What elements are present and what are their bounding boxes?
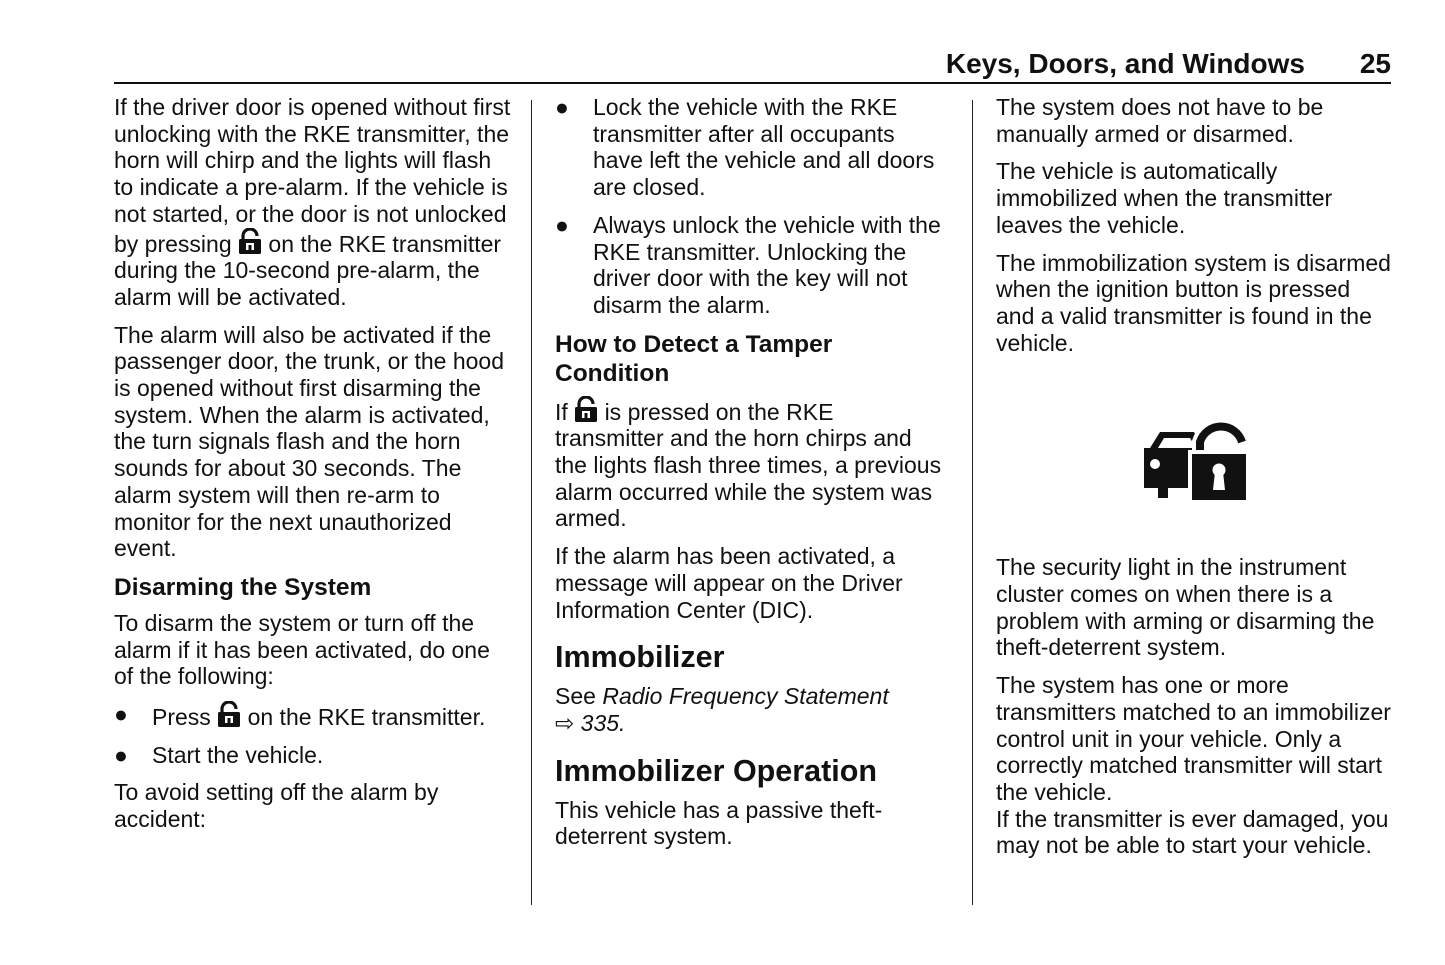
list-item: ● Start the vehicle. [114,741,324,768]
column-divider [972,100,973,905]
unlock-icon [217,701,241,727]
list-item: ● Always unlock the vehicle with the RKE transmitter. Unlocking the driver door with the key will not disarm the alarm. [555,211,941,318]
paragraph: The system has one or more transmitters matched to an immobilizer control unit in your vehicle. Only a correctly matched transmitter will start the vehicle. [996,672,1391,805]
paragraph: To avoid setting off the alarm by accident: [114,779,439,833]
reference-title[interactable]: Radio Frequency Statement [602,683,889,710]
paragraph: If the transmitter is ever damaged, you may not be able to start your vehicle. [996,805,1389,859]
paragraph: The immobilization system is disarmed when the ignition button is pressed and a valid transmitter is found in the vehicle. [996,249,1391,356]
unlock-icon [574,396,598,422]
paragraph: If the alarm has been activated, a message will appear on the Driver Information Center (DIC). [555,543,903,623]
paragraph: The vehicle is automatically immobilized when the transmitter leaves the vehicle. [996,158,1333,238]
paragraph: This vehicle has a passive theft-deterrent system. [555,796,883,850]
section-title: Keys, Doors, and Windows [945,48,1305,79]
heading-tamper-condition: How to Detect a Tamper Condition [555,330,833,387]
heading-immobilizer: Immobilizer [555,640,725,675]
bullet: ● [555,94,569,120]
paragraph: The system does not have to be manually armed or disarmed. [996,94,1324,147]
page-header [114,44,1391,84]
bullet: ● [114,701,128,728]
paragraph: If is pressed on the RKE transmitter and the horn chirps and the lights flash three times, a previous alarm occurred while the system was armed. [555,396,945,533]
column-3 [996,94,1391,870]
heading-immobilizer-operation: Immobilizer Operation [555,753,877,788]
column-2 [555,94,945,861]
bullet: ● [114,741,128,768]
cross-reference: See Radio Frequency Statement ⇨ 335. [555,683,889,736]
paragraph: To disarm the system or turn off the alarm if it has been activated, do one of the following: [114,609,490,690]
page-number: 25 [1359,48,1391,79]
heading-disarming-the-system: Disarming the System [114,573,372,601]
paragraph: If the driver door is opened without first unlocking with the RKE transmitter, the horn will chirp and the lights will flash to indicate a pre-alarm. If the vehicle is not started, or the door is not unlocked by pressing on the RKE transmitter during the 10-second pre-alarm, the alarm will be activated. [114,94,511,310]
list-item: ● Press on the RKE transmitter. [114,701,486,731]
unlock-icon [238,228,262,254]
security-light-icon [1142,418,1246,502]
column-1 [114,94,514,844]
reference-page[interactable]: 335. [580,709,626,736]
paragraph: The alarm will also be activated if the passenger door, the trunk, or the hood is opened without first disarming the system. When the alarm is activated, the turn signals flash and the horn sounds for about 30 seconds. The alarm system will then re-arm to monitor for the next unauthorized event. [114,321,504,562]
page-reference-icon: ⇨ [555,709,575,736]
paragraph: The security light in the instrument cluster comes on when there is a problem with arming or disarming the theft-deterrent system. [996,554,1375,661]
column-divider [531,100,532,905]
list-item: ● Lock the vehicle with the RKE transmitter after all occupants have left the vehicle and all doors are closed. [555,94,935,201]
bullet: ● [555,211,569,238]
